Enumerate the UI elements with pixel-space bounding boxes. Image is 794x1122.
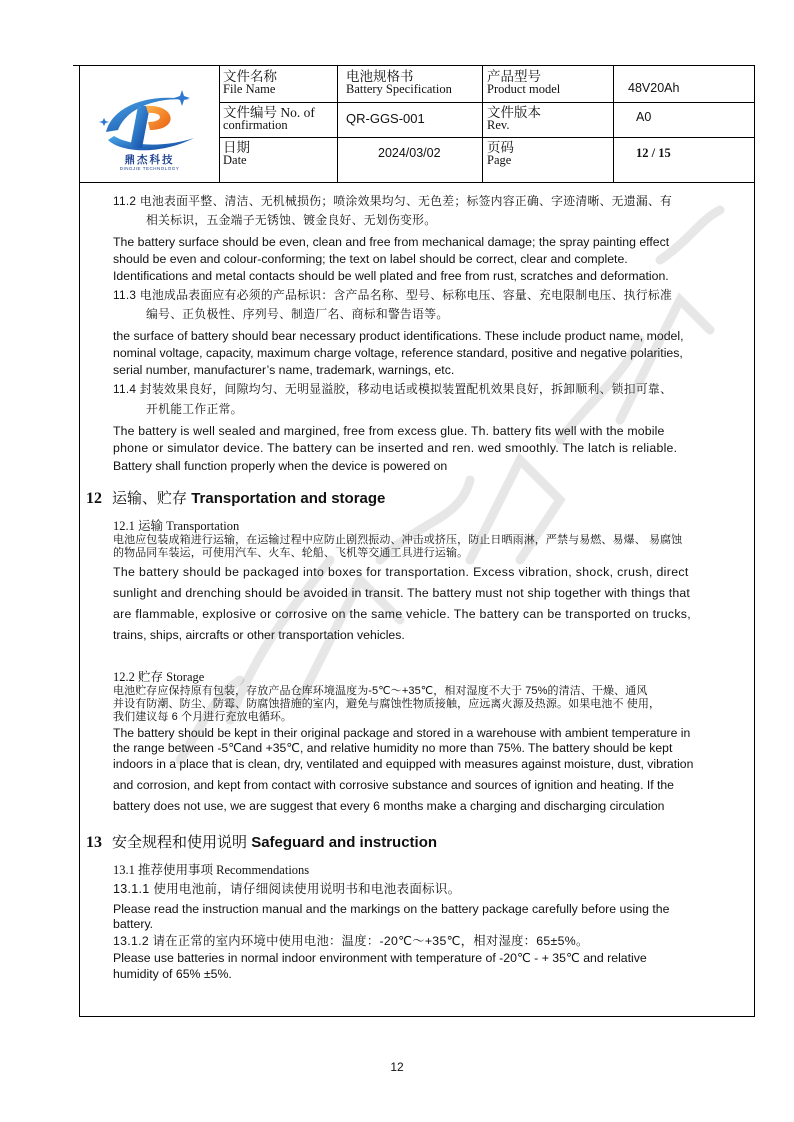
s12-1-cn-line1: 电池应包装成箱进行运输，在运输过程中应防止剧烈振动、冲击或挤压，防止日晒雨淋，严禁与易燃、易爆、 易腐蚀 bbox=[113, 534, 683, 546]
s13-1-2-en-line2: humidity of 65% ±5%. bbox=[113, 967, 232, 981]
logo-company-cn: 鼎杰科技 bbox=[124, 154, 175, 166]
s11-4-en-line2: phone or simulator device. The battery can be inserted and ren. wed smoothly. The latch is reliable. bbox=[113, 441, 678, 455]
s12-1-en-line4: trains, ships, aircrafts or other transportation vehicles. bbox=[113, 628, 405, 642]
s12-1-cn-line2: 的物品同车装运，可使用汽车、火车、轮船、飞机等交通工具进行运输。 bbox=[113, 547, 469, 559]
section-12-heading: 12 运输、贮存 Transportation and storage bbox=[86, 490, 386, 507]
s11-3-cn-line1: 11.3 电池成品表面应有必须的产品标识：含产品名称、型号、标称电压、容量、充电限制电压、执行标准 bbox=[113, 288, 673, 302]
s12-2-title: 12.2 贮存 Storage bbox=[113, 670, 205, 684]
page-number: 12 bbox=[390, 1060, 404, 1074]
date-value: 2024/03/02 bbox=[378, 146, 441, 160]
s12-2-en-line5: battery does not use, we are suggest that every 6 months make a charging and discharging circulation bbox=[113, 799, 665, 813]
s11-2-cn-line2: 相关标识，五金端子无锈蚀、镀金良好、无划伤变形。 bbox=[146, 213, 437, 227]
s11-4-cn-line2: 开机能工作正常。 bbox=[146, 402, 243, 416]
product-model-value: 48V20Ah bbox=[628, 81, 680, 95]
s13-1-1-cn: 13.1.1 使用电池前，请仔细阅读使用说明书和电池表面标识。 bbox=[113, 882, 461, 896]
s12-1-en-line3: are flammable, explosive or corrosive on the same vehicle. The battery can be transported on trucks, bbox=[113, 607, 691, 621]
s12-2-en-line4: and corrosion, and kept from contact with corrosive substance and sources of ignition and heating. If the bbox=[113, 778, 674, 792]
s13-1-title: 13.1 推荐使用事项 Recommendations bbox=[113, 863, 310, 877]
product-model-label: 产品型号 Product model bbox=[487, 69, 561, 96]
s11-3-en-line2: nominal voltage, capacity, maximum charge voltage, reference standard, positive and negative polarities, bbox=[113, 346, 683, 360]
logo-company-en: DINGJIE TECHNOLOGY bbox=[119, 166, 180, 171]
s11-3-en-line3: serial number, manufacturer’s name, trademark, warnings, etc. bbox=[113, 363, 455, 377]
s11-4-en-line1: The battery is well sealed and margined, free from excess glue. Th. battery fits well with the mobile bbox=[113, 424, 665, 438]
s12-2-cn-line1: 电池贮存应保持原有包装，存放产品仓库环境温度为-5℃～+35℃，相对湿度不大于 75%的清洁、干燥、通风 bbox=[113, 685, 648, 697]
date-label: 日期 Date bbox=[223, 140, 250, 167]
version-value: A0 bbox=[636, 110, 652, 124]
s12-2-cn-line3: 我们建议每 6 个月进行充放电循环。 bbox=[113, 711, 293, 723]
s12-1-title: 12.1 运输 Transportation bbox=[113, 519, 240, 533]
s12-1-en-line1: The battery should be packaged into boxes for transportation. Excess vibration, shock, crush, direct bbox=[113, 565, 689, 579]
doc-no-value: QR-GGS-001 bbox=[346, 111, 425, 126]
page-value: 12 / 15 bbox=[636, 146, 671, 160]
s11-2-en-line3: Identifications and metal contacts should be well plated and free from rust, scratches and deformation. bbox=[113, 269, 669, 283]
doc-no-label: 文件编号 No. of confirmation bbox=[223, 105, 315, 132]
s13-1-1-en-line1: Please read the instruction manual and the markings on the battery package carefully before using the bbox=[113, 902, 670, 916]
file-name-label: 文件名称 File Name bbox=[223, 69, 277, 96]
s11-2-en-line1: The battery surface should be even, clean and free from mechanical damage; the spray painting effect bbox=[113, 235, 670, 249]
s13-1-2-en-line1: Please use batteries in normal indoor environment with temperature of -20℃ - + 35℃ and relative bbox=[113, 951, 647, 965]
file-name-value: 电池规格书 Battery Specification bbox=[346, 69, 452, 96]
s12-2-en-line2: the range between -5℃and +35℃, and relative humidity no more than 75%. The battery should be kept bbox=[113, 741, 673, 755]
s11-3-en-line1: the surface of battery should bear necessary product identifications. These include product name, model, bbox=[113, 329, 684, 343]
s12-1-en-line2: sunlight and drenching should be avoided in transit. The battery must not ship together with things that bbox=[113, 586, 691, 600]
s11-2-en-line2: should be even and colour-conforming; the text on label should be correct, clear and complete. bbox=[113, 252, 628, 266]
s11-4-cn-line1: 11.4 封装效果良好，间隙均匀、无明显溢胶，移动电话或模拟装置配机效果良好，拆卸顺利、锁扣可靠、 bbox=[113, 382, 673, 396]
version-label: 文件版本 Rev. bbox=[487, 105, 541, 132]
s13-1-2-cn: 13.1.2 请在正常的室内环境中使用电池：温度：-20℃～+35℃，相对湿度：65±5%。 bbox=[113, 934, 589, 948]
page-label: 页码 Page bbox=[487, 140, 514, 167]
s11-3-cn-line2: 编号、正负极性、序列号、制造厂名、商标和警告语等。 bbox=[146, 307, 449, 321]
section-13-heading: 13 安全规程和使用说明 Safeguard and instruction bbox=[86, 834, 438, 851]
s12-2-cn-line2: 并设有防潮、防尘、防霉、防腐蚀措施的室内，避免与腐蚀性物质接触，应远离火源及热源。如果电池不 使用， bbox=[113, 698, 661, 710]
s11-2-cn-line1: 11.2 电池表面平整、清洁、无机械损伤；喷涂效果均匀、无色差；标签内容正确、字迹清晰、无遗漏、有 bbox=[113, 194, 673, 208]
s11-4-en-line3: Battery shall function properly when the device is powered on bbox=[113, 459, 448, 473]
s13-1-1-en-line2: battery. bbox=[113, 917, 154, 931]
s12-2-en-line1: The battery should be kept in their original package and stored in a warehouse with ambient temperature in bbox=[113, 726, 691, 740]
s12-2-en-line3: indoors in a place that is clean, dry, ventilated and equipped with measures against moisture, dust, vibration bbox=[113, 757, 694, 771]
